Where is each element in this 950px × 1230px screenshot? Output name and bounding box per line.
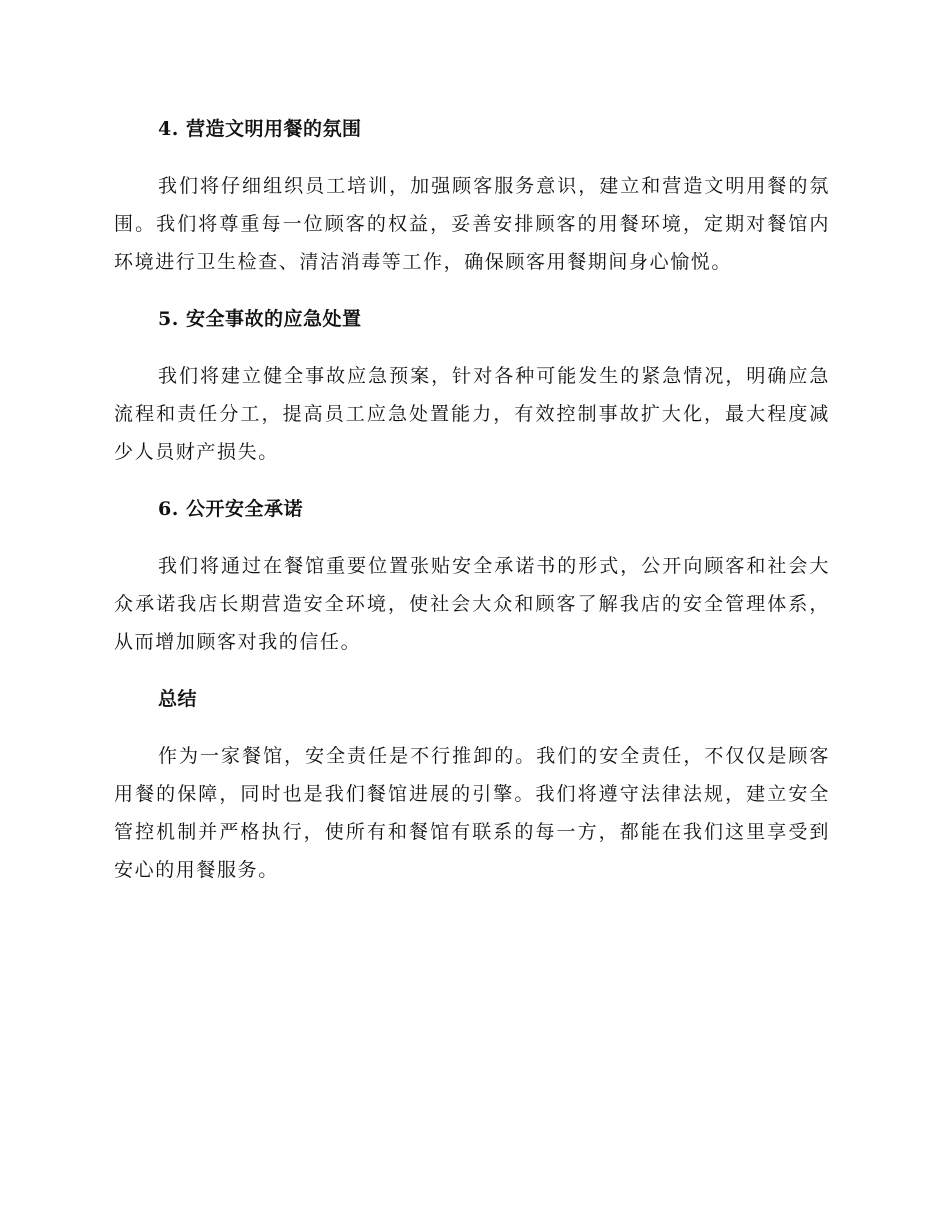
section-safety-commitment — [114, 490, 830, 661]
document-content — [114, 110, 830, 908]
section-heading: 4. 营造文明用餐的氛围 — [158, 118, 362, 140]
section-paragraph: 我们将建立健全事故应急预案，针对各种可能发生的紧急情况，明确应急流程和责任分工，提高员工应急处置能力，有效控制事故扩大化，最大程度减少人员财产损失。 — [114, 365, 830, 463]
section-summary — [114, 680, 830, 889]
section-paragraph: 我们将仔细组织员工培训，加强顾客服务意识，建立和营造文明用餐的氛围。我们将尊重每一位顾客的权益，妥善安排顾客的用餐环境，定期对餐馆内环境进行卫生检查、清洁消毒等工作，确保顾客用餐期间身心愉悦。 — [114, 175, 830, 273]
section-civilized-dining — [114, 110, 830, 281]
section-heading: 5. 安全事故的应急处置 — [158, 308, 362, 330]
section-paragraph: 我们将通过在餐馆重要位置张贴安全承诺书的形式，公开向顾客和社会大众承诺我店长期营造安全环境，使社会大众和顾客了解我店的安全管理体系，从而增加顾客对我的信任。 — [114, 555, 830, 653]
section-heading: 总结 — [158, 688, 198, 710]
section-emergency-response — [114, 300, 830, 471]
section-heading: 6. 公开安全承诺 — [158, 498, 303, 520]
section-paragraph: 作为一家餐馆，安全责任是不行推卸的。我们的安全责任，不仅仅是顾客用餐的保障，同时也是我们餐馆进展的引擎。我们将遵守法律法规，建立安全管控机制并严格执行，使所有和餐馆有联系的每一方，都能在我们这里享受到安心的用餐服务。 — [114, 745, 830, 881]
